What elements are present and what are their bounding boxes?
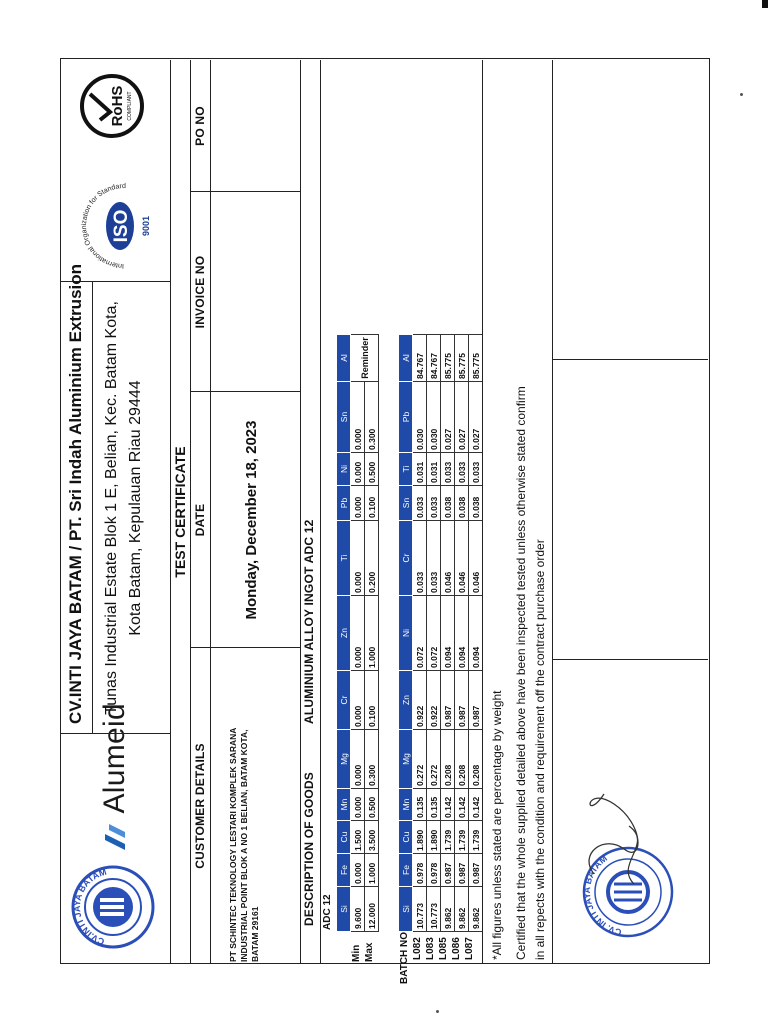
table-cell: 10.773 [427,887,441,932]
batch-header: Pb [399,382,413,453]
batch-header: Mn [399,789,413,821]
table-cell: 0.208 [441,730,455,789]
table-cell: 0.987 [469,854,483,887]
table-cell: 85.775 [455,335,469,382]
iso-ring-text: International Organization for Standard [80,182,126,270]
batch-row [469,335,483,932]
table-cell: 1.739 [441,821,455,854]
table-cell: 0.000 [351,854,365,887]
table-cell: 0.033 [469,453,483,486]
spec-row-labels [350,943,376,962]
table-cell: 0.027 [469,382,483,453]
table-cell: 3.500 [365,821,379,854]
rohs-sub: COMPLIANT [127,91,133,121]
spec-header: Zn [337,596,351,671]
batch-header: Al [399,335,413,382]
svg-text:CV. INTI JAYA BATAM [582,853,623,937]
stamp-text: CV. INTI JAYA BATAM [581,853,623,938]
table-cell: 84.767 [427,335,441,382]
table-cell: 0.987 [455,854,469,887]
company-stamp [574,784,689,944]
signature-divider-2 [552,359,708,360]
table-cell: 9.862 [469,887,483,932]
spec-table [336,334,379,932]
table-cell: 0.000 [351,671,365,730]
max-label: Max [364,942,375,962]
rohs-label: RoHS [109,85,126,127]
svg-text:CV.INTI JAYA BATAM: CV.INTI JAYA BATAM [71,866,108,947]
table-cell: 0.033 [427,486,441,521]
goods-bottom-divider [320,60,321,964]
table-cell: 9.862 [455,887,469,932]
table-cell: 0.987 [441,671,455,730]
spec-header: Pb [337,486,351,521]
batch-header: Zn [399,671,413,730]
spec-row-min [351,335,365,932]
table-cell: 0.987 [455,671,469,730]
spec-header: Mn [337,789,351,821]
table-cell: 0.500 [365,453,379,486]
col-divider-3 [190,191,300,192]
spec-header: Ni [337,453,351,486]
tables-bottom-divider [482,60,483,964]
table-cell: 1.890 [413,821,427,854]
certification-statement-line-2: in all repects with the condition and requirement off the contract purchase order [533,539,547,960]
spec-row-max [365,335,379,932]
table-cell: 0.978 [427,854,441,887]
header-divider [170,60,171,964]
al-reminder-cell: Reminder [351,335,379,382]
batch-row [455,335,469,932]
batch-header: Sn [399,486,413,521]
table-cell: 85.775 [469,335,483,382]
table-cell: 9.600 [351,887,365,932]
table-cell: 0.142 [469,789,483,821]
signature-divider-1 [552,659,708,660]
brand-mark-icon [99,818,131,854]
batch-header: Ti [399,453,413,486]
batch-row [441,335,455,932]
table-cell: 0.033 [413,486,427,521]
standard-label: ADC 12 [322,894,333,930]
table-cell: 0.031 [413,453,427,486]
customer-details-label: CUSTOMER DETAILS [193,743,207,869]
brand-name: Alumeid [98,703,131,814]
table-cell: 84.767 [413,335,427,382]
spec-header: Ti [337,521,351,596]
table-cell: 0.000 [351,789,365,821]
batch-id: L085 [438,937,449,960]
batch-id: L087 [464,937,475,960]
customer-line: BATAM 29161 [250,906,260,962]
address-line-2: Kota Batam, Kepulauan Riau 29444 [127,380,144,636]
customer-line: INDUSTRIAL POINT BLOK A NO 1 BELIAN, BATAM KOTA, [239,729,249,962]
company-address [100,292,148,724]
customer-line: PT SCHINTEC TEKNOLOGY LESTARI KOMPLEK SARANA [228,727,238,962]
batch-header: Cu [399,821,413,854]
batch-header: Cr [399,521,413,596]
table-cell: 0.000 [351,382,365,453]
table-cell: 0.208 [455,730,469,789]
company-stamp-logo [70,864,161,950]
table-cell: 0.000 [351,521,365,596]
table-cell: 0.027 [441,382,455,453]
spec-header: Cr [337,671,351,730]
table-cell: 0.500 [365,789,379,821]
batch-id: L083 [425,937,436,960]
table-cell: 0.033 [427,521,441,596]
weight-note: *All figures unless stated are percentage by weight [490,690,504,960]
table-cell: 0.135 [427,789,441,821]
table-cell: 0.033 [441,453,455,486]
table-cell: 0.142 [441,789,455,821]
goods-label: DESCRIPTION OF GOODS [302,771,316,926]
batch-row-labels [398,932,476,984]
table-cell: 0.978 [413,854,427,887]
table-cell: 0.000 [351,453,365,486]
svg-text:ISO: ISO [111,209,132,243]
table-cell: 0.038 [469,486,483,521]
batch-row [427,335,441,932]
table-cell: 0.300 [365,382,379,453]
batch-id: L082 [412,937,423,960]
invoice-label: INVOICE NO [193,255,207,329]
iso-number: 9001 [141,215,151,237]
spec-header: Cu [337,821,351,854]
min-label: Min [351,944,362,962]
table-cell: 0.046 [455,521,469,596]
date-label: DATE [193,503,207,537]
customer-address [228,728,261,962]
table-cell: 0.033 [413,521,427,596]
brand-block [98,703,132,854]
certificate-title: TEST CERTIFICATE [172,446,188,578]
goods-divider [300,60,301,964]
batch-row [413,335,427,932]
table-cell: 10.773 [413,887,427,932]
table-cell: 1.739 [455,821,469,854]
spec-header: Al [337,335,351,382]
table-cell: 0.142 [455,789,469,821]
table-cell: 85.775 [441,335,455,382]
batch-table [398,334,483,932]
batch-header: Si [399,887,413,932]
batch-header: Mg [399,730,413,789]
batch-no-label: BATCH NO [399,931,410,984]
table-cell: 0.000 [351,730,365,789]
rohs-logo [76,70,153,142]
company-title: CV.INTI JAYA BATAM / PT. Sri Indah Aluminium Extrusion [66,263,85,724]
table-cell: 0.922 [413,671,427,730]
batch-header: Fe [399,854,413,887]
table-cell: 0.033 [455,453,469,486]
iso-9001-logo [72,152,163,272]
table-cell: 12.000 [365,887,379,932]
batch-header: Ni [399,596,413,671]
table-cell: 0.031 [427,453,441,486]
labels-divider [210,60,211,964]
table-cell: 0.922 [427,671,441,730]
goods-value: ALUMINIUM ALLOY INGOT ADC 12 [302,519,316,724]
table-cell: 0.100 [365,486,379,521]
table-cell: 0.987 [441,854,455,887]
table-cell: 0.272 [413,730,427,789]
table-cell: 0.272 [427,730,441,789]
header-vline-1 [60,733,170,734]
table-cell: 0.046 [469,521,483,596]
spec-header: Sn [337,382,351,453]
table-cell: 0.094 [455,596,469,671]
table-cell: 1.000 [365,854,379,887]
table-cell: 0.200 [365,521,379,596]
table-cell: 1.500 [351,821,365,854]
table-cell: 1.739 [469,821,483,854]
table-cell: 0.000 [351,596,365,671]
po-label: PO NO [193,106,207,146]
table-cell: 0.030 [413,382,427,453]
table-cell: 0.072 [413,596,427,671]
table-cell: 9.862 [441,887,455,932]
table-cell: 0.038 [441,486,455,521]
spec-header: Si [337,887,351,932]
table-cell: 1.890 [427,821,441,854]
table-cell: 0.987 [469,671,483,730]
table-cell: 0.094 [469,596,483,671]
table-cell: 0.000 [351,486,365,521]
table-cell: 0.027 [455,382,469,453]
table-cell: 0.100 [365,671,379,730]
table-cell: 0.038 [455,486,469,521]
batch-id: L086 [451,937,462,960]
spec-header: Mg [337,730,351,789]
table-cell: 0.300 [365,730,379,789]
table-cell: 0.135 [413,789,427,821]
table-cell: 0.072 [427,596,441,671]
notes-bottom-divider [552,60,553,964]
table-cell: 0.208 [469,730,483,789]
table-cell: 1.000 [365,596,379,671]
date-value: Monday, December 18, 2023 [243,420,260,620]
title-divider [92,282,93,734]
title-band-divider [190,60,191,964]
table-cell: 0.046 [441,521,455,596]
certification-statement-line-1: Certified that the whole supplied detailed above have been inspected tested unless otherwise stated confirm [514,386,528,960]
address-line-1: Tunas Industrial Estate Blok 1 E, Belian, Kec. Batam Kota, [103,301,120,715]
table-cell: 0.094 [441,596,455,671]
table-cell: 0.030 [427,382,441,453]
spec-header: Fe [337,854,351,887]
